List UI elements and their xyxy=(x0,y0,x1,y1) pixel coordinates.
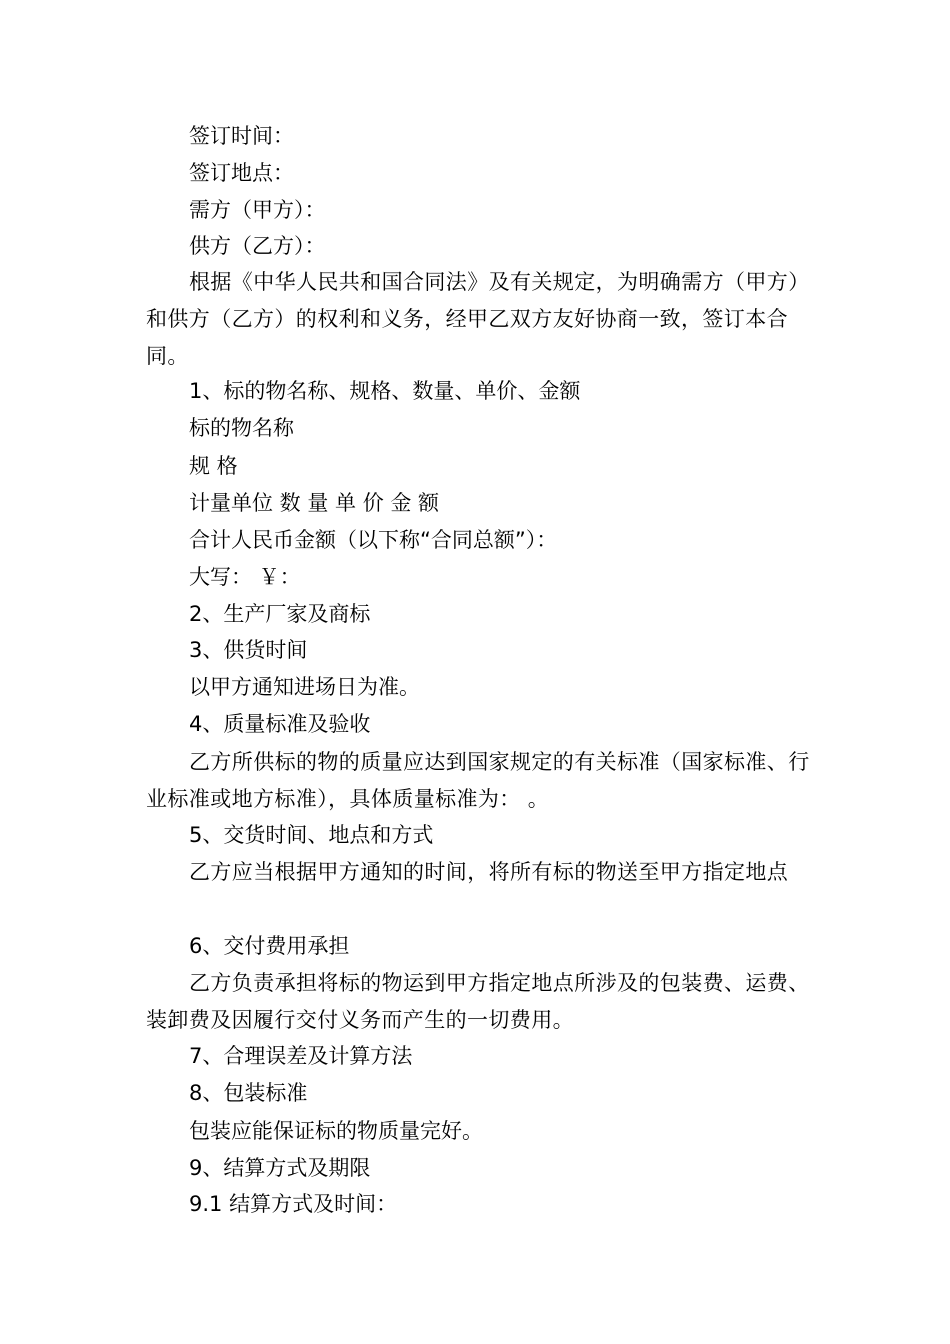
signing-place-line: 签订地点： xyxy=(189,161,294,185)
section-heading-1: 1、标的物名称、规格、数量、单价、金额 xyxy=(189,379,581,403)
section-heading-8: 8、包装标准 xyxy=(189,1081,308,1105)
packaging-text: 包装应能保证标的物质量完好。 xyxy=(189,1119,483,1143)
party-b-line: 供方（乙方）： xyxy=(189,234,326,258)
quality-standard-paragraph: 乙方所供标的物的质量应达到国家规定的有关标准（国家标准、行业标准或地方标准），具体质量标准为： 。 xyxy=(146,750,810,811)
section-heading-3: 3、供货时间 xyxy=(189,638,308,662)
section-heading-9-1: 9.1 结算方式及时间： xyxy=(189,1192,398,1216)
section-heading-2: 2、生产厂家及商标 xyxy=(189,602,371,626)
supply-time-text: 以甲方通知进场日为准。 xyxy=(189,675,420,699)
party-a-line: 需方（甲方）： xyxy=(189,198,326,222)
preamble-paragraph: 根据《中华人民共和国合同法》及有关规定，为明确需方（甲方）和供方（乙方）的权利和义务，经甲乙双方友好协商一致，签订本合同。 xyxy=(146,270,810,368)
section-heading-6: 6、交付费用承担 xyxy=(189,934,350,958)
signing-time-line: 签订时间： xyxy=(189,124,294,148)
section-heading-9: 9、结算方式及期限 xyxy=(189,1156,371,1180)
table-header-name: 标的物名称 xyxy=(189,416,294,440)
delivery-cost-paragraph: 乙方负责承担将标的物运到甲方指定地点所涉及的包装费、运费、装卸费及因履行交付义务而产生的一切费用。 xyxy=(146,971,810,1032)
amount-in-words-line: 大写： ￥： xyxy=(189,565,301,589)
table-header-units: 计量单位 数 量 单 价 金 额 xyxy=(189,491,440,515)
section-heading-7: 7、合理误差及计算方法 xyxy=(189,1044,413,1068)
total-amount-line: 合计人民币金额（以下称“合同总额”）： xyxy=(189,528,558,552)
delivery-paragraph: 乙方应当根据甲方通知的时间，将所有标的物送至甲方指定地点 xyxy=(189,860,789,884)
section-heading-4: 4、质量标准及验收 xyxy=(189,712,371,736)
table-header-spec: 规 格 xyxy=(189,454,238,478)
section-heading-5: 5、交货时间、地点和方式 xyxy=(189,823,434,847)
